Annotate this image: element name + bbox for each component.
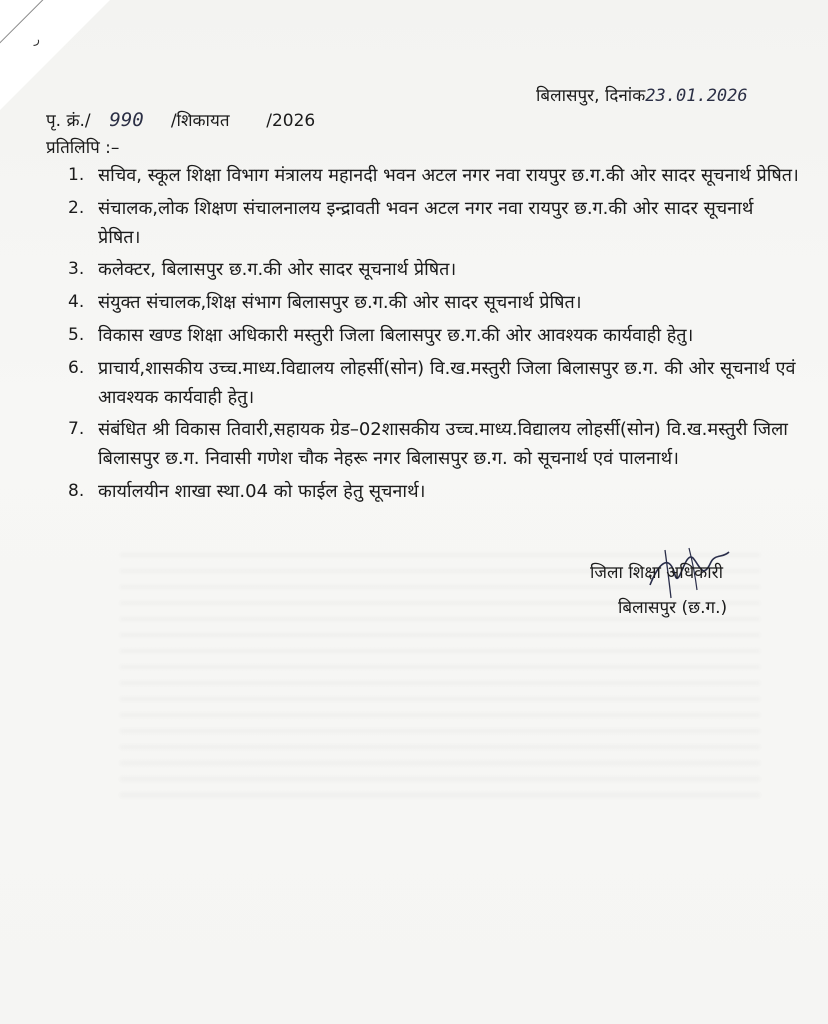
list-item <box>60 416 800 474</box>
copy-heading: प्रतिलिपि :– <box>46 138 120 158</box>
list-item <box>60 478 800 507</box>
item-text: विकास खण्ड शिक्षा अधिकारी मस्तुरी जिला बिलासपुर छ.ग.की ओर आवश्यक कार्यवाही हेतु। <box>98 324 694 346</box>
item-text: प्राचार्य,शासकीय उच्च.माध्य.विद्यालय लोहर्सी(सोन) वि.ख.मस्तुरी जिला बिलासपुर छ.ग. की ओर सूचनार्थ एवं आवश्यक कार्यवाही हेतु। <box>98 357 796 408</box>
list-item <box>60 162 800 191</box>
recipient-list <box>60 162 800 511</box>
reference-prefix: पृ. क्रं./ <box>46 111 91 131</box>
list-item <box>60 322 800 351</box>
item-text: संयुक्त संचालक,शिक्ष संभाग बिलासपुर छ.ग.की ओर सादर सूचनार्थ प्रेषित। <box>98 292 582 314</box>
reference-number: 990 <box>109 109 144 131</box>
item-text: संचालक,लोक शिक्षण संचालनालय इन्द्रावती भवन अटल नगर नवा रायपुर छ.ग.की ओर सादर सूचनार्थ प्रेषित। <box>98 197 754 248</box>
signature-block <box>590 560 790 618</box>
date-label: बिलासपुर, दिनांक <box>536 86 646 106</box>
folded-corner <box>0 0 110 110</box>
date-line <box>536 83 748 106</box>
signatory-title: जिला शिक्षा अधिकारी <box>590 563 723 583</box>
item-number: 1. <box>68 165 85 185</box>
corner-mark: ر <box>34 32 40 46</box>
item-number: 6. <box>68 357 85 378</box>
item-number: 2. <box>68 197 85 218</box>
list-item <box>60 289 800 318</box>
item-number: 8. <box>68 480 85 501</box>
item-text: कार्यालयीन शाखा स्था.04 को फाईल हेतु सूचनार्थ। <box>98 480 426 502</box>
item-number: 3. <box>68 259 85 280</box>
item-text: संबंधित श्री विकास तिवारी,सहायक ग्रेड–02शासकीय उच्च.माध्य.विद्यालय लोहर्सी(सोन) वि.ख.मस्तुरी जिला बिलासपुर छ.ग. निवासी गणेश चौक नेहरू नगर बिलासपुर छ.ग. को सूचनार्थ एवं पालनार्थ। <box>98 419 788 470</box>
item-text: कलेक्टर, बिलासपुर छ.ग.की ओर सादर सूचनार्थ प्रेषित। <box>98 259 457 281</box>
item-number: 4. <box>68 292 85 313</box>
signatory-place: बिलासपुर (छ.ग.) <box>618 598 728 618</box>
reference-category: /शिकायत <box>170 111 230 131</box>
reference-line <box>46 108 315 131</box>
reference-year: /2026 <box>266 111 316 131</box>
list-item <box>60 195 800 253</box>
item-number: 7. <box>68 419 85 440</box>
list-item <box>60 355 800 413</box>
item-number: 5. <box>68 324 85 345</box>
item-text: सचिव, स्कूल शिक्षा विभाग मंत्रालय महानदी भवन अटल नगर नवा रायपुर छ.ग.की ओर सादर सूचनार्थ प्रेषित। <box>98 165 799 186</box>
date-value: 23.01.2026 <box>645 86 748 106</box>
list-item <box>60 256 800 285</box>
